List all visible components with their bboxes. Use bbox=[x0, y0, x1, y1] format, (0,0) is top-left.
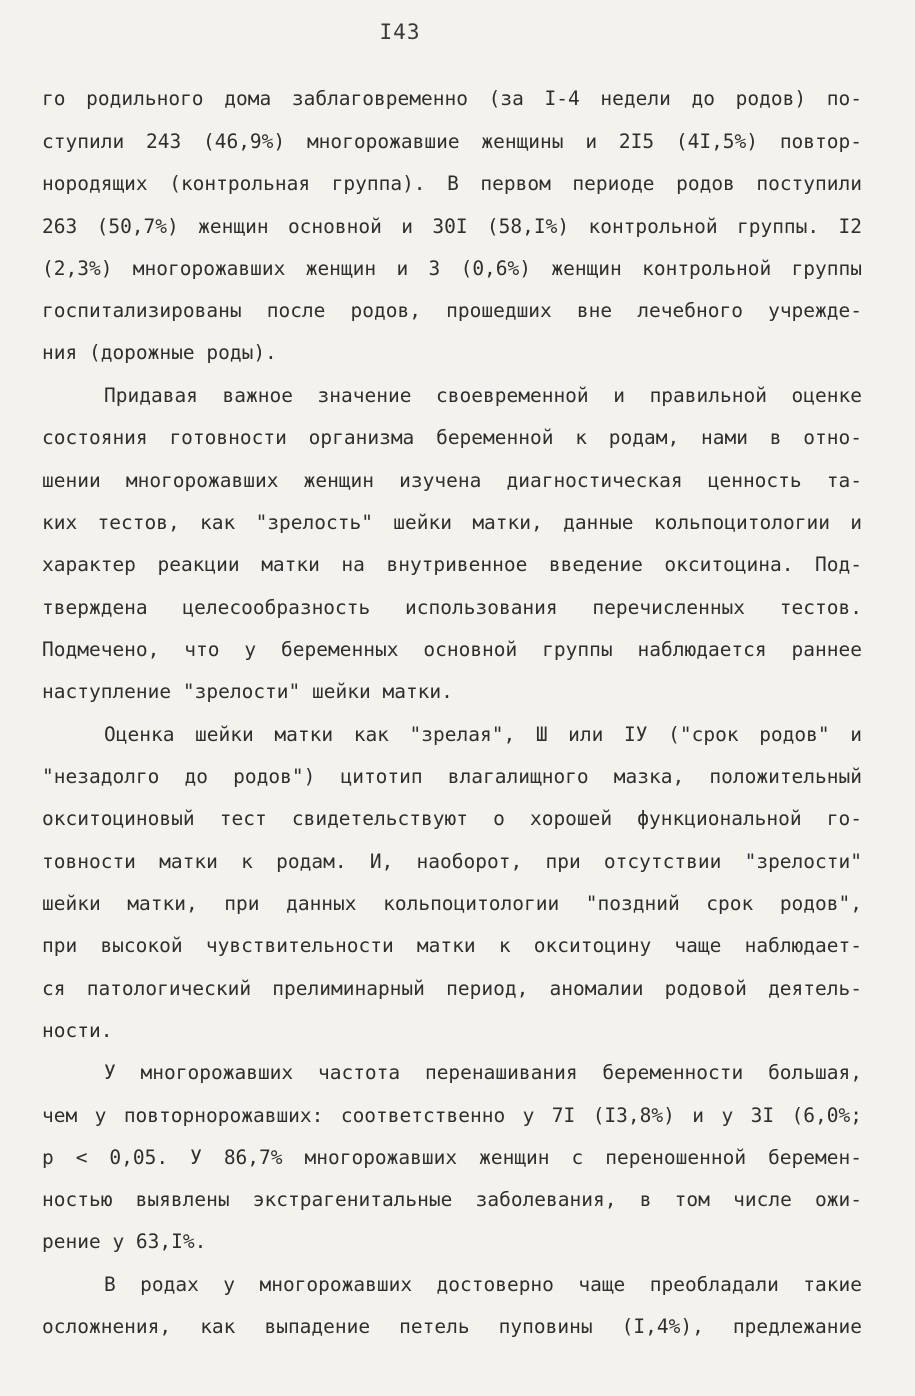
text-line: ния (дорожные роды). bbox=[42, 341, 277, 364]
text-line: Подмечено, что у беременных основной группы наблюдается раннее bbox=[42, 638, 862, 661]
text-line: рение у 63,I%. bbox=[42, 1230, 207, 1253]
text-line: го родильного дома заблаговременно (за I-4 недели до родов) по- bbox=[42, 87, 862, 110]
text-line: 263 (50,7%) женщин основной и 30I (58,I%) контрольной группы. I2 bbox=[42, 215, 862, 238]
text-line: ся патологический прелиминарный период, аномалии родовой деятель- bbox=[42, 977, 862, 1000]
text-line: осложнения, как выпадение петель пуповины (I,4%), предлежание bbox=[42, 1315, 862, 1338]
text-line: нородящих (контрольная группа). В первом периоде родов поступили bbox=[42, 172, 862, 195]
text-line: чем у повторнорожавших: соответственно у 7I (I3,8%) и у 3I (6,0%; bbox=[42, 1104, 862, 1127]
text-line: ких тестов, как "зрелость" шейки матки, данные кольпоцитологии и bbox=[42, 511, 862, 534]
text-line: Придавая важное значение своевременной и правильной оценке bbox=[104, 384, 862, 407]
text-line: (2,3%) многорожавших женщин и 3 (0,6%) женщин контрольной группы bbox=[42, 257, 862, 280]
text-line: р < 0,05. У 86,7% многорожавших женщин с переношенной беремен- bbox=[42, 1146, 862, 1169]
text-line: У многорожавших частота перенашивания беременности большая, bbox=[104, 1061, 862, 1084]
text-line: В родах у многорожавших достоверно чаще преобладали такие bbox=[104, 1273, 862, 1296]
text-line: состояния готовности организма беременной к родам, нами в отно- bbox=[42, 426, 862, 449]
text-line: товности матки к родам. И, наоборот, при отсутствии "зрелости" bbox=[42, 850, 862, 873]
text-line: тверждена целесообразность использования перечисленных тестов. bbox=[42, 596, 862, 619]
page-number: I43 bbox=[379, 20, 421, 44]
text-line: госпитализированы после родов, прошедших вне лечебного учрежде- bbox=[42, 299, 862, 322]
text-line: "незадолго до родов") цитотип влагалищного мазка, положительный bbox=[42, 765, 862, 788]
text-line: характер реакции матки на внутривенное введение окситоцина. Под- bbox=[42, 553, 862, 576]
text-line: ностью выявлены экстрагенитальные заболевания, в том числе ожи- bbox=[42, 1188, 862, 1211]
text-line: при высокой чувствительности матки к окситоцину чаще наблюдает- bbox=[42, 934, 862, 957]
text-line: ступили 243 (46,9%) многорожавшие женщины и 2I5 (4I,5%) повтор- bbox=[42, 130, 862, 153]
text-line: ности. bbox=[42, 1019, 113, 1042]
text-line: шении многорожавших женщин изучена диагностическая ценность та- bbox=[42, 469, 862, 492]
text-line: окситоциновый тест свидетельствуют о хорошей функциональной го- bbox=[42, 807, 862, 830]
text-line: Оценка шейки матки как "зрелая", Ш или IУ ("срок родов" и bbox=[104, 723, 862, 746]
text-line: шейки матки, при данных кольпоцитологии "поздний срок родов", bbox=[42, 892, 862, 915]
text-line: наступление "зрелости" шейки матки. bbox=[42, 680, 453, 703]
